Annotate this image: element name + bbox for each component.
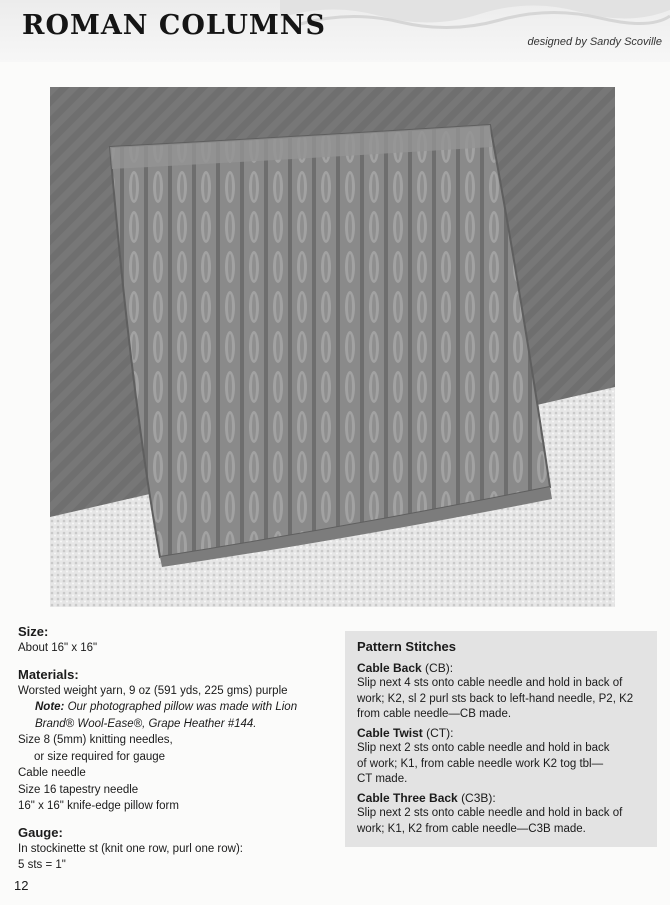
note-line-2: Brand® Wool-Ease®, Grape Heather #144.: [35, 717, 257, 730]
size-heading: Size:: [18, 624, 49, 639]
needles-line-2: or size required for gauge: [34, 750, 166, 763]
note-label: Note:: [35, 701, 65, 713]
stitch-name: Cable Back: [357, 660, 422, 675]
stitch-abbr: (CB):: [425, 660, 454, 675]
pillow-form: 16" x 16" knife-edge pillow form: [18, 800, 179, 812]
stitch-text-line: CT made.: [357, 773, 408, 785]
stitch-abbr: (CT):: [426, 725, 454, 740]
materials-yarn: Worsted weight yarn, 9 oz (591 yds, 225 gms) purple: [18, 684, 288, 697]
gauge-line-1: In stockinette st (knit one row, purl one row):: [18, 842, 243, 855]
pattern-stitches-box: [345, 631, 657, 847]
stitch-heading-ct: [357, 726, 647, 742]
page-title: ROMAN COLUMNS: [22, 10, 327, 41]
cable-needle: Cable needle: [18, 767, 86, 779]
stitch-text-line: Slip next 4 sts onto cable needle and hold in back of: [357, 677, 623, 689]
stitch-text-line: work; K1, K2 from cable needle—C3B made.: [357, 822, 586, 835]
stitch-text-line: work; K2, sl 2 purl sts back to left-hand needle, P2, K2: [357, 692, 634, 705]
materials-heading: Materials:: [18, 666, 79, 682]
stitch-heading-cb: [357, 661, 647, 677]
pattern-stitches-title: Pattern Stitches: [357, 639, 456, 654]
stitch-name: Cable Three Back: [357, 790, 458, 805]
stitch-abbr: (C3B):: [461, 790, 496, 805]
stitch-name: Cable Twist: [357, 725, 423, 740]
materials-note: [18, 699, 338, 716]
stitch-text-line: Slip next 2 sts onto cable needle and hold in back of: [357, 807, 623, 819]
stitch-heading-c3b: [357, 791, 647, 807]
needles-line-1: Size 8 (5mm) knitting needles,: [18, 734, 173, 746]
tapestry-needle: Size 16 tapestry needle: [18, 783, 139, 796]
pillow-photo: [50, 87, 615, 607]
stitch-text-line: Slip next 2 sts onto cable needle and hold in back: [357, 742, 610, 754]
designer-credit: designed by Sandy Scoville: [527, 36, 662, 48]
note-line-1: Our photographed pillow was made with Lion: [67, 701, 298, 713]
stitch-text-line: of work; K1, from cable needle work K2 tog tbl—: [357, 757, 604, 770]
size-text: About 16" x 16": [18, 642, 98, 654]
materials-column: [18, 624, 338, 874]
gauge-line-2: 5 sts = 1": [18, 859, 66, 871]
gauge-heading: Gauge:: [18, 824, 63, 840]
page-number: 12: [14, 878, 29, 893]
stitch-text-line: from cable needle—CB made.: [357, 708, 512, 720]
